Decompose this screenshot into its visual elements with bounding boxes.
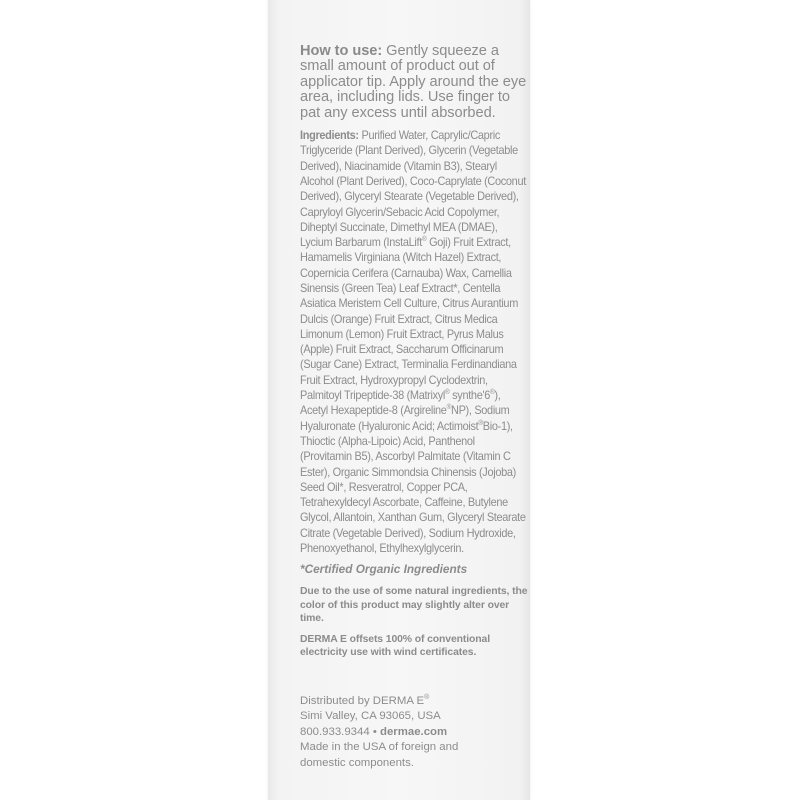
made-in-line-1: Made in the USA of foreign and [300, 741, 459, 754]
phone-number: 800.933.9344 [300, 725, 370, 738]
ingredients-section [300, 128, 526, 556]
registered-mark: ® [424, 694, 430, 702]
registered-mark: ® [445, 389, 450, 397]
contact-line [300, 725, 532, 740]
how-to-use-label: How to use: [300, 43, 383, 59]
ingredients-label: Ingredients: [300, 128, 359, 143]
distributor-line [300, 694, 532, 709]
registered-mark: ® [421, 236, 427, 244]
wind-energy-note: DERMA E offsets 100% of conventional electricity use with wind certificates. [300, 633, 491, 659]
ingredients-text-part-4: ), Acetyl Hexapeptide-8 (Argireline [300, 388, 501, 418]
made-in-line-2: domestic components. [300, 756, 414, 769]
website-text: dermae.com [380, 725, 448, 738]
organic-ingredients-note: *Certified Organic Ingredients [300, 562, 468, 577]
distributor-text: Distributed by DERMA E [300, 695, 425, 707]
ingredients-text-part-3: synthe'6 [449, 388, 490, 403]
label-text-block [300, 44, 532, 660]
how-to-use-section [300, 44, 532, 121]
registered-mark: ® [489, 389, 495, 397]
registered-mark: ® [446, 404, 452, 412]
distribution-info [300, 694, 532, 771]
registered-mark: ® [478, 419, 483, 427]
ingredients-text-part-2: Goji) Fruit Extract, Hamamelis Virginiana (Witch Hazel) Extract, Copernicia Cerifera (Carnauba) Wax, Camellia Sinensis (Green Tea) Leaf Extract*, Centella Asiatica Meristem Cell Culture, Citrus Aurantium Dulcis (Orange) Fruit Extract, Citrus Medica Limonum (Lemon) Fruit Extract, Pyrus Malus (Apple) Fruit Extract, Saccharum Officinarum (Sugar Cane) Extract, Terminalia Ferdinandiana Fruit Extract, Hydroxypropyl Cyclodextrin, Palmitoyl Tripeptide-38 (Matrixyl [300, 235, 518, 403]
ingredients-text-part-6: Bio-1), Thioctic (Alpha-Lipoic) Acid, Panthenol (Provitamin B5), Ascorbyl Palmitate (Vitamin C Ester), Organic Simmondsia Chinensis (Jojoba) Seed Oil*, Resveratrol, Copper PCA, Tetrahexyldecyl Ascorbate, Caffeine, Butylene Glycol, Allantoin, Xanthan Gum, Glyceryl Stearate Citrate (Vegetable Derived), Sodium Hydroxide, Phenoxyethanol, Ethylhexylglycerin. [300, 418, 526, 556]
color-change-note: Due to the use of some natural ingredients, the color of this product may slightly alter over time. [300, 586, 528, 625]
address-line: Simi Valley, CA 93065, USA [300, 710, 441, 723]
ingredients-text-part-1: Purified Water, Caprylic/Capric Triglyceride (Plant Derived), Glycerin (Vegetable Derived), Niacinamide (Vitamin B3), Stearyl Alcohol (Plant Derived), Coco-Caprylate (Coconut Derived), Glyceryl Stearate (Vegetable Derived), Capryloyl Glycerin/Sebacic Acid Copolymer, Diheptyl Succinate, Dimethyl MEA (DMAE), Lycium Barbarum (InstaLift [300, 128, 526, 250]
ingredients-text-part-5: NP), Sodium Hyaluronate (Hyaluronic Acid; Actimoist [300, 403, 510, 433]
bullet-separator: • [369, 725, 381, 738]
how-to-use-text: Gently squeeze a small amount of product out of applicator tip. Apply around the eye area, including lids. Use finger to pat any excess until absorbed. [300, 43, 527, 121]
